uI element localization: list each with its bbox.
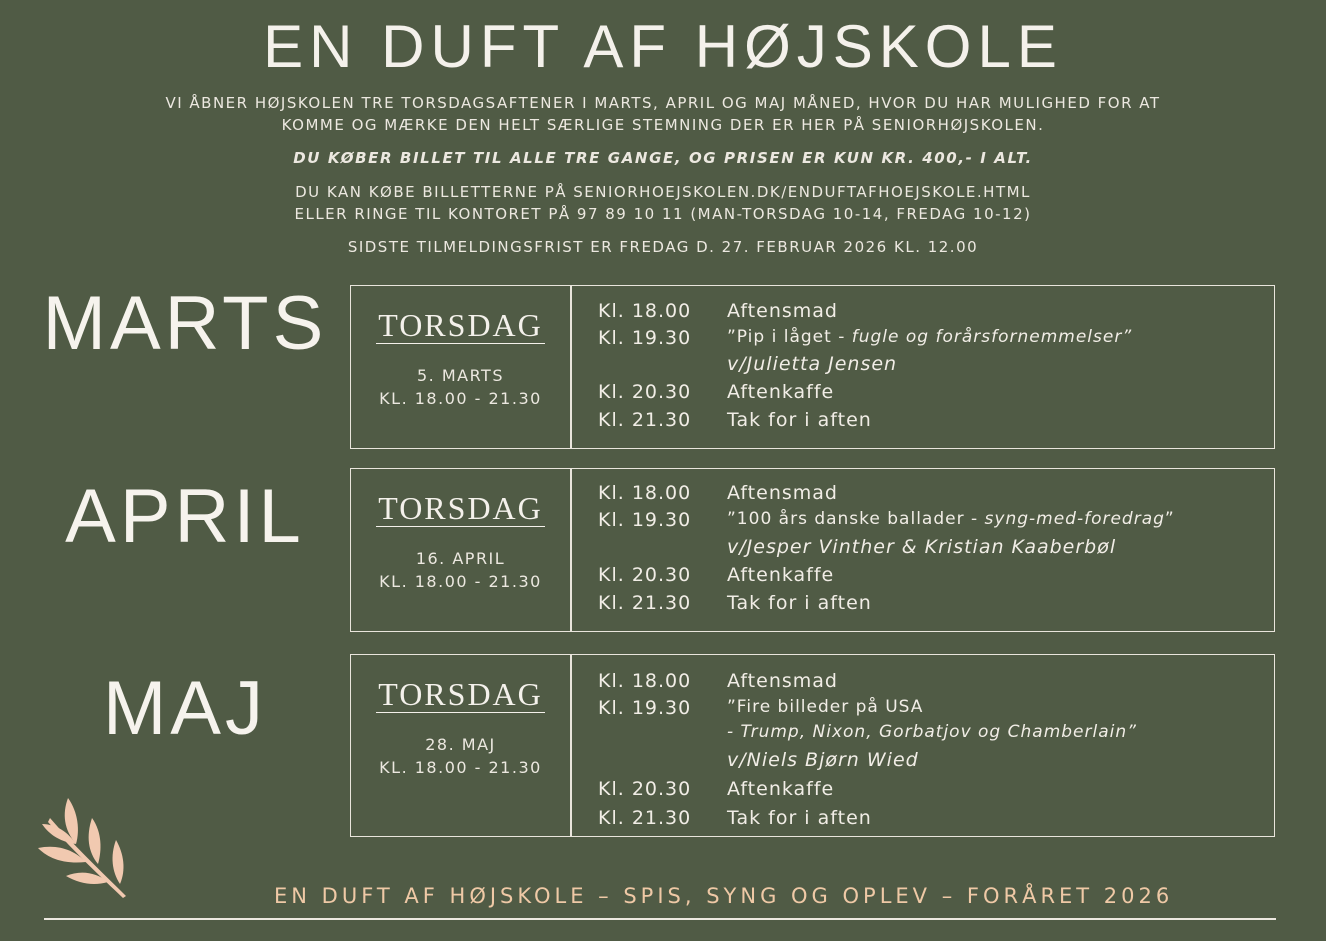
speaker-name: v/Julietta Jensen — [727, 353, 898, 375]
program-activity: Aftenkaffe — [727, 778, 835, 800]
box-divider — [570, 468, 572, 632]
talk-subtitle: - Trump, Nixon, Gorbatjov og Chamberlain” — [727, 722, 1137, 742]
footer-tagline: EN DUFT AF HØJSKOLE – SPIS, SYNG OG OPLEV – FORÅRET 2026 — [274, 884, 1174, 908]
box-divider — [570, 285, 572, 449]
program-time: Kl. 19.30 — [598, 697, 692, 719]
event-date: 5. MARTS — [417, 366, 504, 385]
page-title: EN DUFT AF HØJSKOLE — [263, 13, 1063, 80]
event-hours: KL. 18.00 - 21.30 — [379, 572, 542, 591]
program-activity — [727, 509, 1175, 529]
deadline-note: SIDSTE TILMELDINGSFRIST ER FREDAG D. 27. FEBRUAR 2026 KL. 12.00 — [347, 238, 979, 256]
program-activity: Aftensmad — [727, 300, 838, 322]
program-time: Kl. 21.30 — [598, 409, 692, 431]
buy-info-2: ELLER RINGE TIL KONTORET PÅ 97 89 10 11 (MAN-TORSDAG 10-14, FREDAG 10-12) — [294, 205, 1032, 223]
talk-title: ”Pip i låget - — [727, 327, 852, 347]
event-date: 16. APRIL — [415, 549, 506, 568]
box-divider — [570, 654, 572, 837]
program-time: Kl. 19.30 — [598, 509, 692, 531]
weekday-label: TORSDAG — [378, 307, 543, 343]
event-date-cell — [351, 469, 570, 631]
program-time: Kl. 18.00 — [598, 670, 692, 692]
intro-line-1: VI ÅBNER HØJSKOLEN TRE TORSDAGSAFTENER I MARTS, APRIL OG MAJ MÅNED, HVOR DU HAR MULIGHED FOR AT — [165, 94, 1161, 112]
program-time: Kl. 18.00 — [598, 300, 692, 322]
program-activity: Tak for i aften — [727, 807, 872, 829]
intro-line-2: KOMME OG MÆRKE DEN HELT SÆRLIGE STEMNING DER ER HER PÅ SENIORHØJSKOLEN. — [281, 116, 1045, 134]
program-time: Kl. 19.30 — [598, 327, 692, 349]
program-activity: ”Fire billeder på USA — [727, 697, 924, 717]
weekday-label: TORSDAG — [378, 490, 543, 526]
event-box-april — [350, 468, 1275, 632]
weekday-label: TORSDAG — [378, 676, 543, 712]
program-activity: Tak for i aften — [727, 409, 872, 431]
event-box-maj — [350, 654, 1275, 837]
program-time: Kl. 21.30 — [598, 592, 692, 614]
event-hours: KL. 18.00 - 21.30 — [379, 389, 542, 408]
talk-subtitle: fugle og forårsfornemmelser” — [851, 327, 1133, 347]
program-activity: Aftenkaffe — [727, 564, 835, 586]
talk-title: ”100 års danske ballader - — [727, 509, 985, 529]
talk-quote-end: ” — [1164, 509, 1175, 529]
program-time: Kl. 20.30 — [598, 381, 692, 403]
talk-subtitle: syng-med-foredrag — [984, 509, 1165, 529]
event-date: 28. MAJ — [425, 735, 496, 754]
price-note: DU KØBER BILLET TIL ALLE TRE GANGE, OG PRISEN ER KUN KR. 400,- I ALT. — [293, 149, 1033, 167]
footer-rule — [44, 918, 1276, 920]
program-activity: Aftenkaffe — [727, 381, 835, 403]
buy-info-1: DU KAN KØBE BILLETTERNE PÅ SENIORHOEJSKOLEN.DK/ENDUFTAFHOEJSKOLE.HTML — [295, 183, 1031, 201]
speaker-name: v/Jesper Vinther & Kristian Kaaberbøl — [727, 536, 1117, 558]
program-activity — [727, 327, 1132, 347]
month-label-marts: MARTS — [42, 281, 328, 366]
program-time: Kl. 21.30 — [598, 807, 692, 829]
speaker-name: v/Niels Bjørn Wied — [727, 749, 919, 771]
program-activity: Aftensmad — [727, 482, 838, 504]
program-time: Kl. 20.30 — [598, 564, 692, 586]
program-time: Kl. 18.00 — [598, 482, 692, 504]
event-date-cell — [351, 655, 570, 836]
event-date-cell — [351, 286, 570, 448]
event-box-marts — [350, 285, 1275, 449]
leaf-branch-icon — [36, 794, 132, 902]
month-label-april: APRIL — [65, 474, 305, 559]
event-hours: KL. 18.00 - 21.30 — [379, 758, 542, 777]
program-activity: Aftensmad — [727, 670, 838, 692]
month-label-maj: MAJ — [103, 666, 267, 751]
program-activity: Tak for i aften — [727, 592, 872, 614]
program-time: Kl. 20.30 — [598, 778, 692, 800]
